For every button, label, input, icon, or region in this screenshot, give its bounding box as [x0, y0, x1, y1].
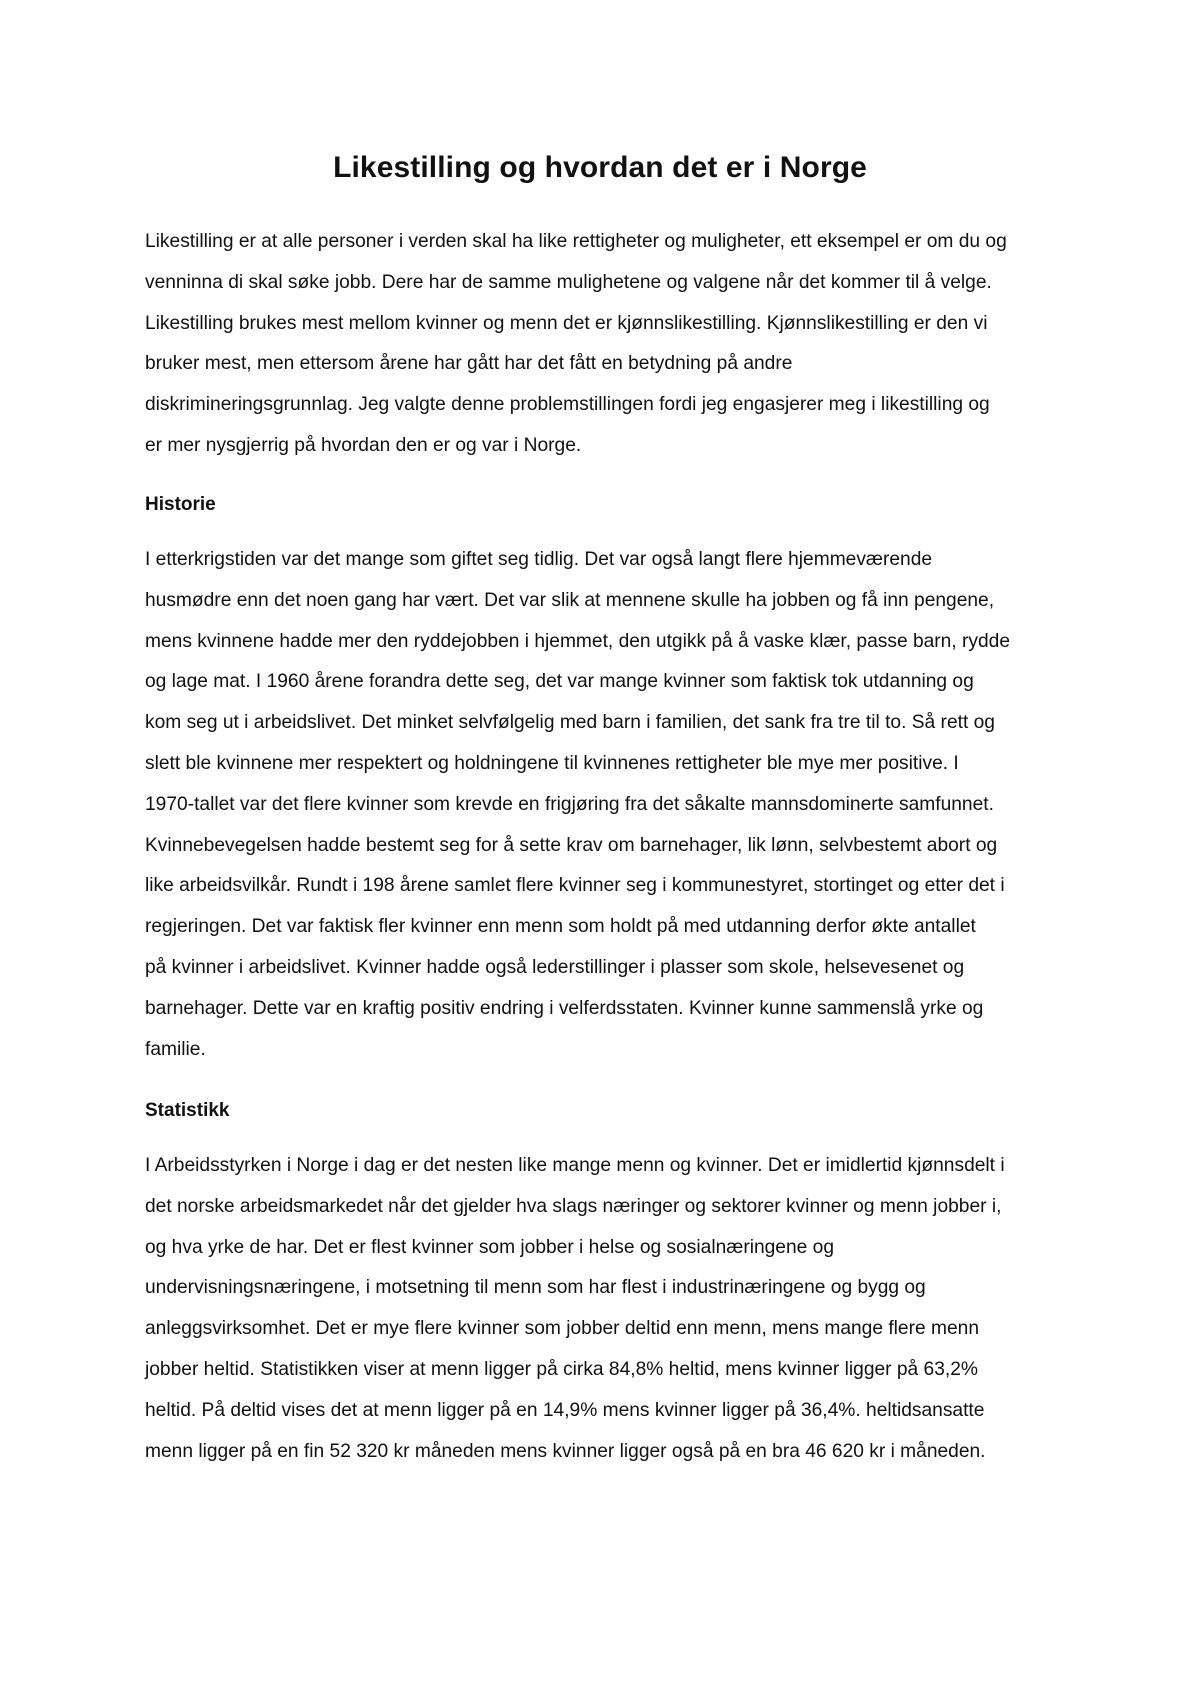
section-heading-statistikk: Statistikk	[145, 1100, 230, 1121]
text-line: diskrimineringsgrunnlag. Jeg valgte denne problemstillingen fordi jeg engasjerer meg i likestilling og	[145, 394, 990, 416]
text-line: 1970-tallet var det flere kvinner som krevde en frigjøring fra det såkalte mannsdominerte samfunnet.	[145, 793, 994, 815]
historie-paragraph	[145, 540, 1070, 1070]
text-line: og hva yrke de har. Det er flest kvinner som jobber i helse og sosialnæringene og	[145, 1236, 834, 1258]
text-line: er mer nysgjerrig på hvordan den er og var i Norge.	[145, 434, 582, 456]
text-line: slett ble kvinnene mer respektert og holdningene til kvinnenes rettigheter ble mye mer positive. I	[145, 752, 959, 774]
text-line: Kvinnebevegelsen hadde bestemt seg for å sette krav om barnehager, lik lønn, selvbestemt abort og	[145, 834, 998, 856]
text-line: I Arbeidsstyrken i Norge i dag er det nesten like mange menn og kvinner. Det er imidlertid kjønnsdelt i	[145, 1155, 1005, 1176]
text-line: venninna di skal søke jobb. Dere har de samme mulighetene og valgene når det kommer til å velge.	[145, 271, 992, 293]
text-line: regjeringen. Det var faktisk fler kvinner enn menn som holdt på med utdanning derfor økte antallet	[145, 916, 976, 938]
text-line: Likestilling brukes mest mellom kvinner og menn det er kjønnslikestilling. Kjønnslikestilling er den vi	[145, 312, 988, 334]
text-line: heltid. På deltid vises det at menn ligger på en 14,9% mens kvinner ligger på 36,4%. heltidsansatte	[145, 1399, 985, 1421]
text-line: like arbeidsvilkår. Rundt i 198 årene samlet flere kvinner seg i kommunestyret, stortinget og etter det i	[145, 875, 1005, 897]
document-title: Likestilling og hvordan det er i Norge	[333, 151, 867, 184]
statistikk-paragraph	[145, 1146, 1070, 1472]
text-line: på kvinner i arbeidslivet. Kvinner hadde også lederstillinger i plasser som skole, helsevesenet og	[145, 956, 965, 978]
text-line: og lage mat. I 1960 årene forandra dette seg, det var mange kvinner som faktisk tok utdanning og	[145, 671, 974, 693]
text-line: Likestilling er at alle personer i verden skal ha like rettigheter og muligheter, ett eksempel er om du og	[145, 231, 1007, 252]
text-line: bruker mest, men ettersom årene har gått har det fått en betydning på andre	[145, 353, 793, 375]
intro-paragraph	[145, 222, 1070, 467]
text-line: mens kvinnene hadde mer den ryddejobben i hjemmet, den utgikk på å vaske klær, passe barn, rydde	[145, 630, 1011, 652]
section-heading-historie: Historie	[145, 494, 216, 515]
text-line: I etterkrigstiden var det mange som giftet seg tidlig. Det var også langt flere hjemmeværende	[145, 549, 933, 570]
text-line: familie.	[145, 1038, 206, 1060]
text-line: undervisningsnæringene, i motsetning til menn som har flest i industrinæringene og bygg og	[145, 1277, 926, 1299]
text-line: jobber heltid. Statistikken viser at menn ligger på cirka 84,8% heltid, mens kvinner ligger på 63,2%	[145, 1358, 978, 1380]
text-line: menn ligger på en fin 52 320 kr måneden mens kvinner ligger også på en bra 46 620 kr i måneden.	[145, 1440, 986, 1462]
text-line: kom seg ut i arbeidslivet. Det minket selvfølgelig med barn i familien, det sank fra tre til to. Så rett og	[145, 712, 995, 734]
text-line: husmødre enn det noen gang har vært. Det var slik at mennene skulle ha jobben og få inn pengene,	[145, 589, 995, 611]
text-line: det norske arbeidsmarkedet når det gjelder hva slags næringer og sektorer kvinner og menn jobber i,	[145, 1195, 1002, 1217]
text-line: anleggsvirksomhet. Det er mye flere kvinner som jobber deltid enn menn, mens mange flere menn	[145, 1318, 979, 1340]
text-line: barnehager. Dette var en kraftig positiv endring i velferdsstaten. Kvinner kunne sammenslå yrke og	[145, 997, 984, 1019]
